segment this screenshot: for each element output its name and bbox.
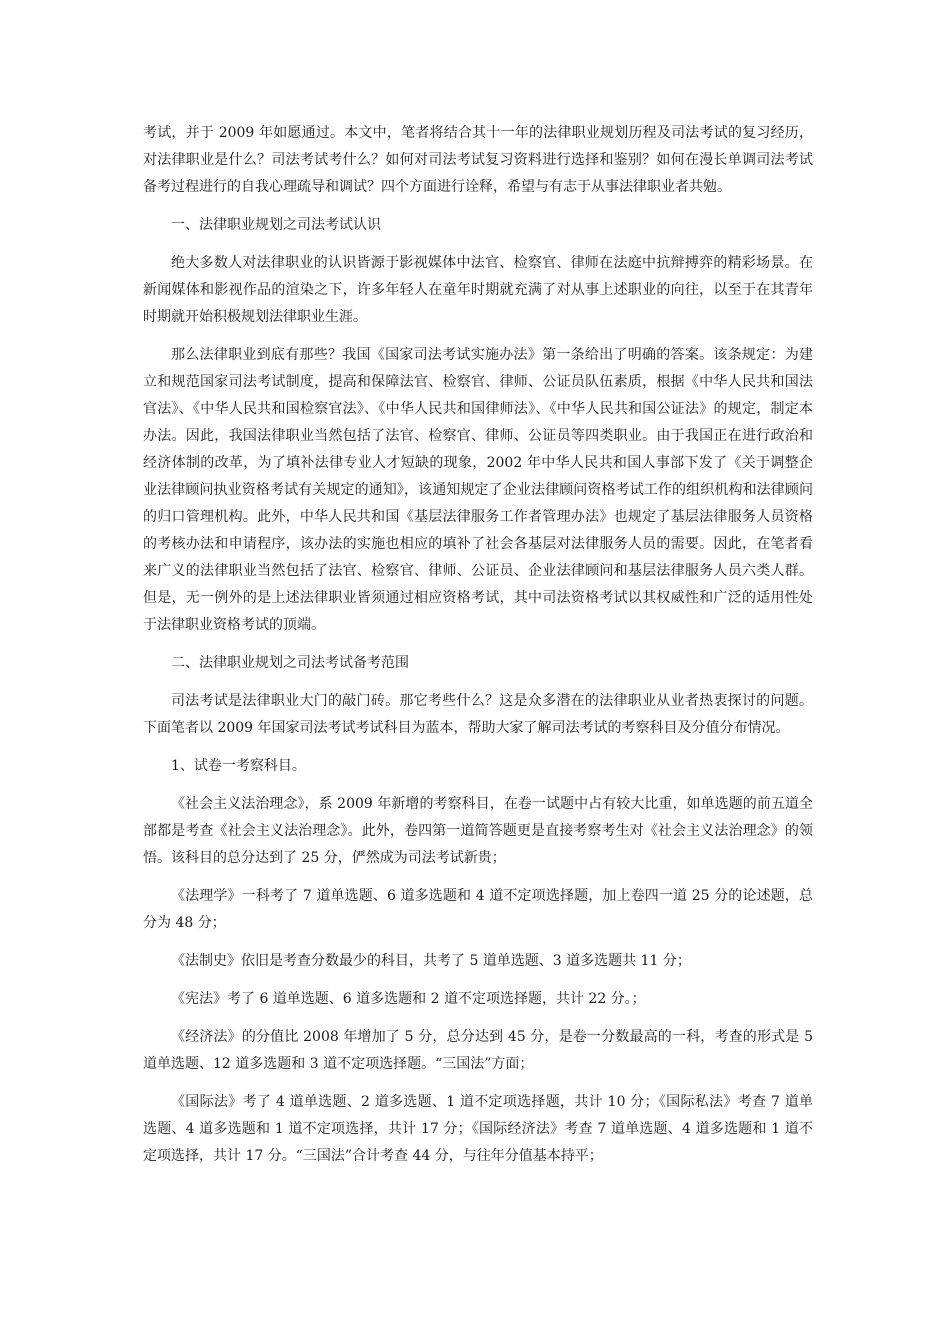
paragraph-6: 《法制史》依旧是考查分数最少的科目，共考了 5 道单选题、3 道多选题共 11 分；	[171, 953, 691, 969]
paragraph-2: 那么法律职业到底有那些？我国《国家司法考试实施办法》第一条给出了明确的答案。该条规定：为建立和规范国家司法考试制度，提高和保障法官、检察官、律师、公证员队伍素质，根据《中华人民共和国法官法》、《中华人民共和国检察官法》、《中华人民共和国律师法》、《中华人民共和国公证法》的规定，制定本办法。因此，我国法律职业当然包括了法官、检察官、律师、公证员等四类职业。由于我国正在进行政治和经济体制的改革，为了填补法律专业人才短缺的现象，2002 年中华人民共和国人事部下发了《关于调整企业法律顾问执业资格考试有关规定的通知》，该通知规定了企业法律顾问资格考试工作的组织机构和法律顾问的归口管理机构。此外，中华人民共和国《基层法律服务工作者管理办法》也规定了基层法律服务人员资格的考核办法和申请程序，该办法的实施也相应的填补了社会各基层对法律服务人员的需要。因此，在笔者看来广义的法律职业当然包括了法官、检察官、律师、公证员、企业法律顾问和基层法律服务人员六类人群。但是，无一例外的是上述法律职业皆须通过相应资格考试，其中司法资格考试以其权威性和广泛的适用性处于法律职业资格考试的顶端。	[143, 347, 813, 633]
paragraph-8: 《经济法》的分值比 2008 年增加了 5 分，总分达到 45 分，是卷一分数最高的一科，考查的形式是 5 道单选题、12 道多选题和 3 道不定项选择题。“三国法”方面；	[143, 1029, 813, 1072]
section-heading-2: 二、法律职业规划之司法考试备考范围	[171, 655, 409, 671]
section-heading-1: 一、法律职业规划之司法考试认识	[171, 217, 381, 233]
paragraph-4: 《社会主义法治理念》，系 2009 年新增的考察科目，在卷一试题中占有较大比重，如单选题的前五道全部都是考查《社会主义法治理念》。此外，卷四第一道简答题更是直接考察考生对《社会主义法治理念》的领悟。该科目的总分达到了 25 分，俨然成为司法考试新贵；	[143, 796, 813, 866]
subsection-heading-1: 1、试卷一考察科目。	[171, 758, 306, 774]
paragraph-7: 《宪法》考了 6 道单选题、6 道多选题和 2 道不定项选择题，共计 22 分。；	[171, 991, 646, 1007]
paragraph-1: 绝大多数人对法律职业的认识皆源于影视媒体中法官、检察官、律师在法庭中抗辩搏弈的精彩场景。在新闻媒体和影视作品的渲染之下，许多年轻人在童年时期就充满了对从事上述职业的向往，以至于在其青年时期就开始积极规划法律职业生涯。	[143, 255, 813, 325]
paragraph-intro: 考试，并于 2009 年如愿通过。本文中，笔者将结合其十一年的法律职业规划历程及司法考试的复习经历，对法律职业是什么？司法考试考什么？如何对司法考试复习资料进行选择和鉴别？如何在漫长单调司法考试备考过程进行的自我心理疏导和调试？四个方面进行诠释，希望与有志于从事法律职业者共勉。	[143, 125, 813, 195]
paragraph-9: 《国际法》考了 4 道单选题、2 道多选题、1 道不定项选择题，共计 10 分；《国际私法》考查 7 道单选题、4 道多选题和 1 道不定项选择，共计 17 分；《国际经济法》考查 7 道单选题、4 道多选题和 1 道不定项选择，共计 17 分。“三国法”合计考查 44 分，与往年分值基本持平；	[143, 1094, 813, 1164]
paragraph-3: 司法考试是法律职业大门的敲门砖。那它考些什么？这是众多潜在的法律职业从业者热衷探讨的问题。下面笔者以 2009 年国家司法考试考试科目为蓝本，帮助大家了解司法考试的考察科目及分值分布情况。	[143, 693, 813, 736]
paragraph-5: 《法理学》一科考了 7 道单选题、6 道多选题和 4 道不定项选择题，加上卷四一道 25 分的论述题，总分为 48 分；	[143, 888, 813, 931]
document-body	[143, 120, 813, 1170]
